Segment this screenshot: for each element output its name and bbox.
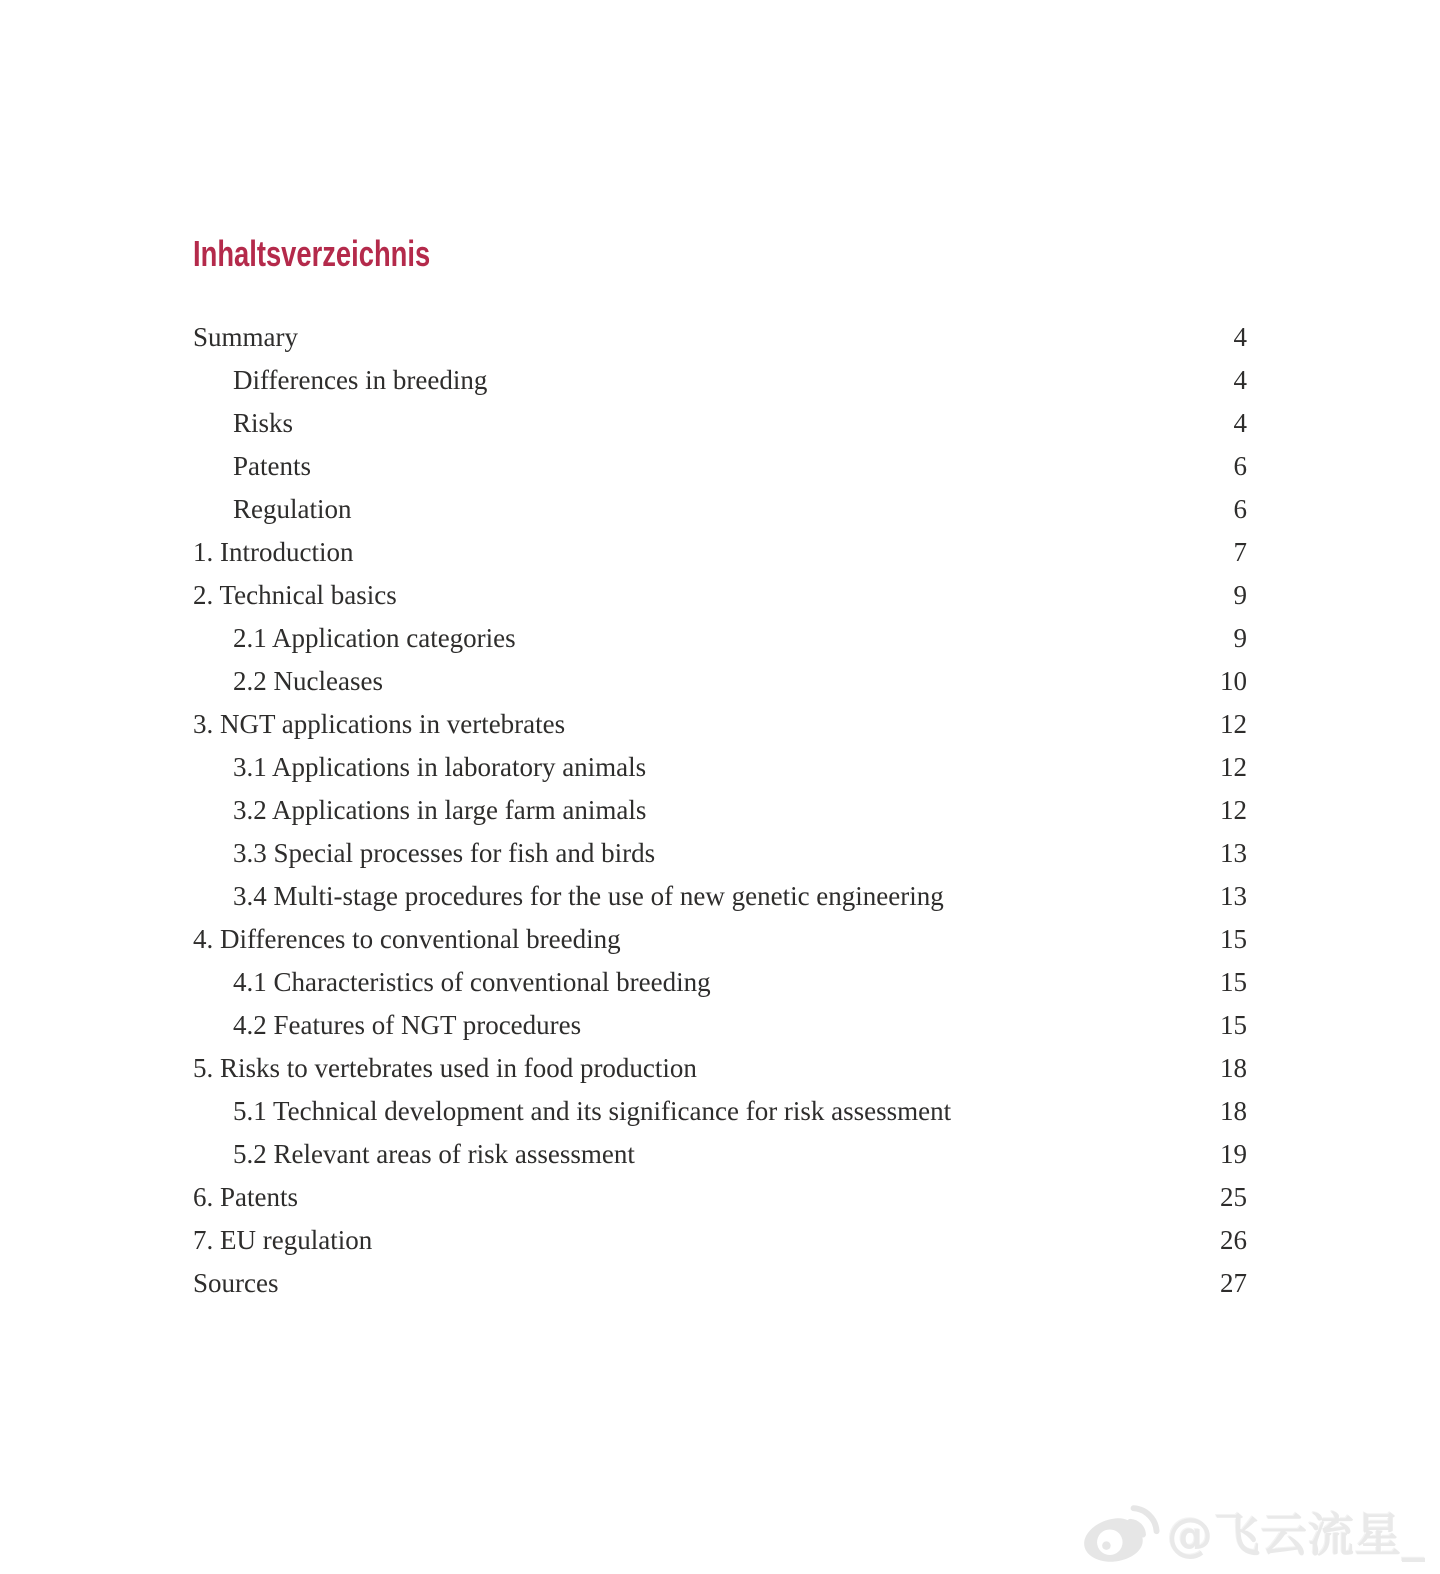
weibo-logo-icon — [1077, 1498, 1163, 1566]
toc-entry — [193, 316, 1247, 359]
toc-entry-label: 3.1 Applications in laboratory animals — [233, 752, 647, 782]
toc-entry-page: 13 — [1220, 838, 1247, 868]
watermark-handle: @飞云流星_ — [1167, 1508, 1426, 1562]
toc-entry — [193, 1219, 1247, 1262]
toc-entry-label: 5.2 Relevant areas of risk assessment — [233, 1139, 635, 1169]
toc-entry-label: 4. Differences to conventional breeding — [193, 924, 621, 954]
toc-entry — [193, 789, 1247, 832]
toc-entry-label: 5.1 Technical development and its significance for risk assessment — [233, 1096, 952, 1126]
toc-entry — [193, 1133, 1247, 1176]
toc-entry — [193, 746, 1247, 789]
toc-entry-page: 6 — [1233, 494, 1247, 524]
toc-entry — [193, 660, 1247, 703]
toc-entry-page: 15 — [1220, 1010, 1247, 1040]
toc-entry-page: 15 — [1220, 967, 1247, 997]
toc-entry-label: 3.2 Applications in large farm animals — [233, 795, 647, 825]
toc-entry — [193, 488, 1247, 531]
toc-entry — [193, 1004, 1247, 1047]
toc-entry-label: 3.3 Special processes for fish and birds — [233, 838, 656, 868]
toc-entry — [193, 875, 1247, 918]
toc-entry — [193, 1176, 1247, 1219]
toc-entry — [193, 961, 1247, 1004]
toc-entry-label: Differences in breeding — [233, 365, 488, 395]
toc-entry-label: 4.1 Characteristics of conventional breeding — [233, 967, 711, 997]
toc-entry-page: 13 — [1220, 881, 1247, 911]
toc-entry-page: 9 — [1233, 623, 1247, 653]
toc-entry-label: 2.2 Nucleases — [233, 666, 383, 696]
toc-entry-page: 6 — [1233, 451, 1247, 481]
toc-entry-label: Patents — [233, 451, 311, 481]
toc-entry-page: 10 — [1220, 666, 1247, 696]
toc-entry — [193, 918, 1247, 961]
toc-entry — [193, 359, 1247, 402]
table-of-contents — [193, 316, 1247, 1305]
toc-entry-label: 2.1 Application categories — [233, 623, 516, 653]
toc-entry — [193, 1090, 1247, 1133]
toc-entry — [193, 1047, 1247, 1090]
watermark — [1077, 1498, 1426, 1566]
toc-entry-label: Sources — [193, 1268, 279, 1298]
toc-entry-page: 27 — [1220, 1268, 1247, 1298]
toc-entry-label: 1. Introduction — [193, 537, 354, 567]
toc-entry-page: 19 — [1220, 1139, 1247, 1169]
toc-entry-label: 3. NGT applications in vertebrates — [193, 709, 566, 739]
toc-entry-page: 18 — [1220, 1053, 1247, 1083]
toc-entry — [193, 703, 1247, 746]
toc-entry-label: 3.4 Multi-stage procedures for the use of new genetic engineering — [233, 881, 944, 911]
toc-entry-page: 18 — [1220, 1096, 1247, 1126]
toc-entry-label: 7. EU regulation — [193, 1225, 373, 1255]
toc-entry — [193, 574, 1247, 617]
toc-entry-label: 5. Risks to vertebrates used in food production — [193, 1053, 697, 1083]
toc-entry-page: 12 — [1220, 795, 1247, 825]
toc-entry-page: 12 — [1220, 752, 1247, 782]
toc-entry — [193, 531, 1247, 574]
toc-entry — [193, 832, 1247, 875]
toc-entry-label: 2. Technical basics — [193, 580, 397, 610]
toc-entry-page: 9 — [1233, 580, 1247, 610]
toc-entry-page: 12 — [1220, 709, 1247, 739]
page-title: Inhaltsverzeichnis — [193, 233, 431, 274]
toc-entry-page: 4 — [1233, 408, 1247, 438]
toc-entry — [193, 445, 1247, 488]
toc-entry-page: 4 — [1233, 365, 1247, 395]
toc-entry — [193, 1262, 1247, 1305]
toc-entry — [193, 402, 1247, 445]
toc-entry-page: 4 — [1233, 322, 1247, 352]
toc-entry-page: 7 — [1233, 537, 1247, 567]
toc-entry — [193, 617, 1247, 660]
toc-entry-page: 15 — [1220, 924, 1247, 954]
toc-entry-page: 26 — [1220, 1225, 1247, 1255]
toc-entry-label: 6. Patents — [193, 1182, 298, 1212]
toc-entry-label: Risks — [233, 408, 294, 438]
toc-entry-label: Regulation — [233, 494, 352, 524]
toc-entry-label: 4.2 Features of NGT procedures — [233, 1010, 582, 1040]
toc-entry-label: Summary — [193, 322, 298, 352]
toc-entry-page: 25 — [1220, 1182, 1247, 1212]
